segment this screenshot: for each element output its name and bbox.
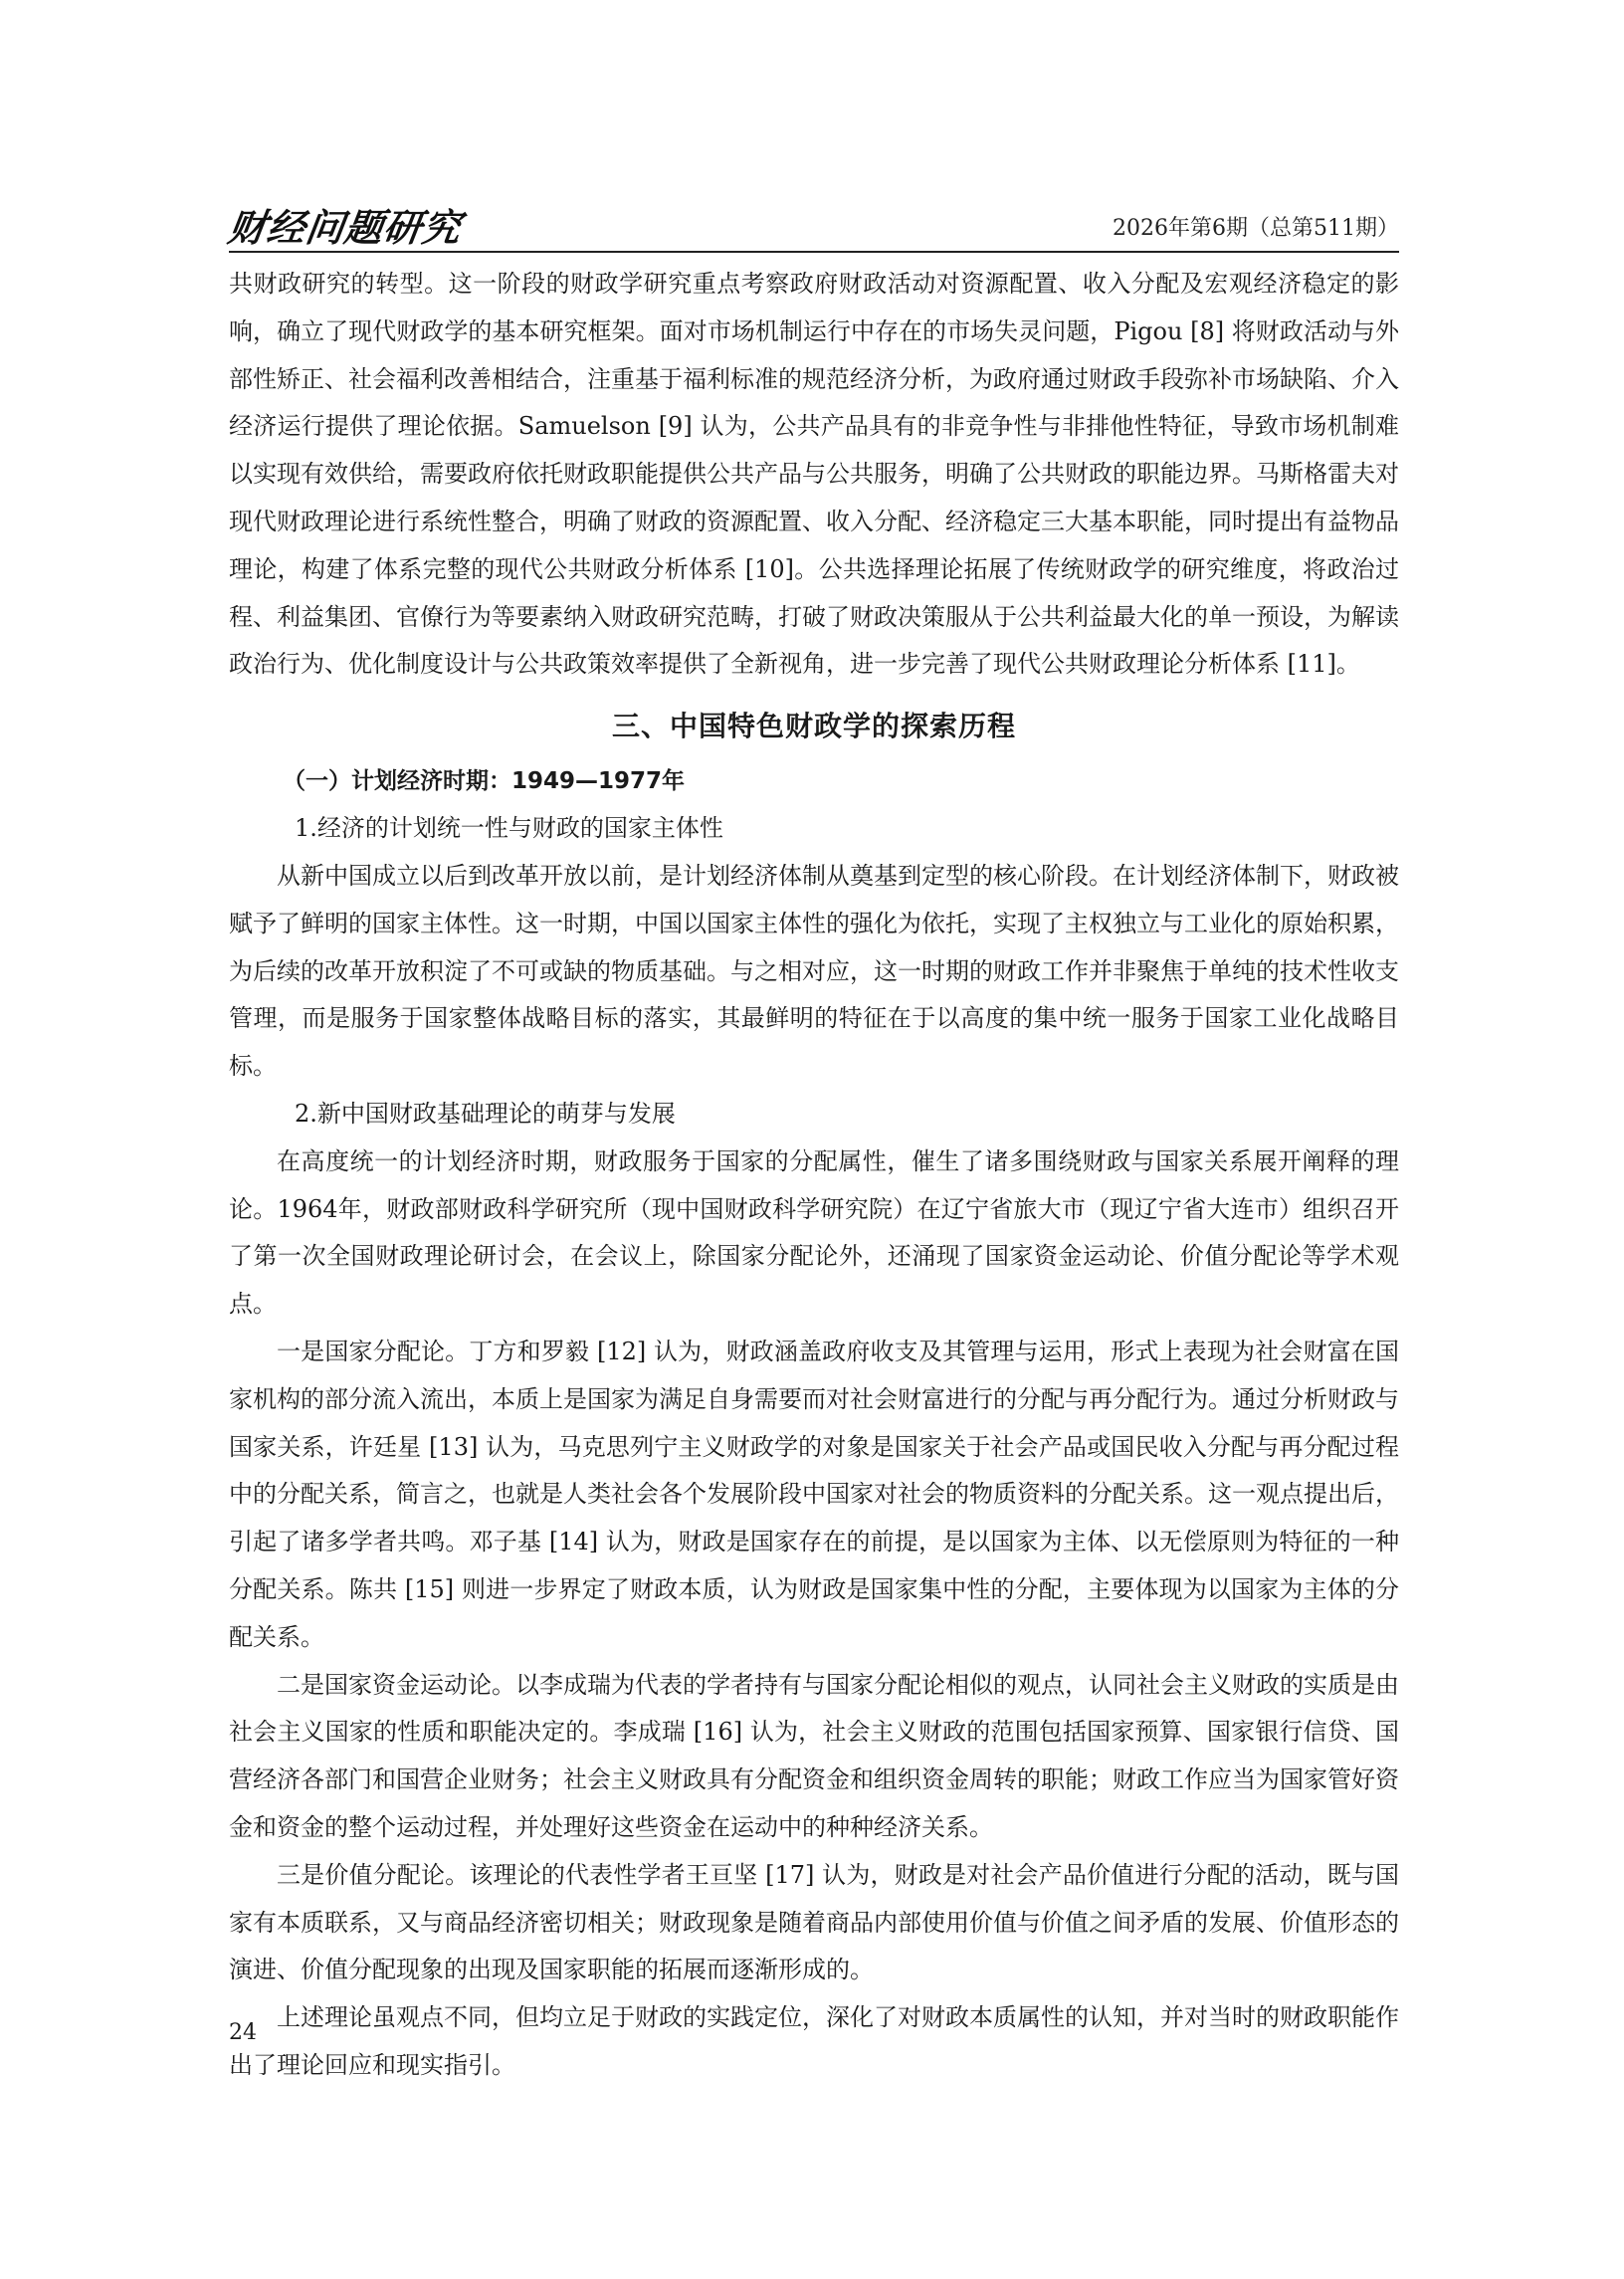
page-number: 24 [229,2020,257,2045]
header-rule [229,251,1399,253]
subsection-title: （一）计划经济时期：1949—1977年 [283,768,686,795]
paragraph: 上述理论虽观点不同，但均立足于财政的实践定位，深化了对财政本质属性的认知，并对当时的财政职能作出了理论回应和现实指引。 [229,2003,1399,2079]
journal-logo: 财经问题研究 [225,205,465,250]
paragraph: 一是国家分配论。丁方和罗毅 [12] 认为，财政涵盖政府收支及其管理与运用，形式上表现为社会财富在国家机构的部分流入流出，本质上是国家为满足自身需要而对社会财富进行的分配与再分配行为。通过分析财政与国家关系，许廷星 [13] 认为，马克思列宁主义财政学的对象是国家关于社会产品或国民收入分配与再分配过程中的分配关系，简言之，也就是人类社会各个发展阶段中国家对社会的物质资料的分配关系。这一观点提出后，引起了诸多学者共鸣。邓子基 [14] 认为，财政是国家存在的前提，是以国家为主体、以无偿原则为特征的一种分配关系。陈共 [15] 则进一步界定了财政本质，认为财政是国家集中性的分配，主要体现为以国家为主体的分配关系。 [229,1337,1399,1651]
paragraph: 从新中国成立以后到改革开放以前，是计划经济体制从奠基到定型的核心阶段。在计划经济体制下，财政被赋予了鲜明的国家主体性。这一时期，中国以国家主体性的强化为依托，实现了主权独立与工业化的原始积累，为后续的改革开放积淀了不可或缺的物质基础。与之相对应，这一时期的财政工作并非聚焦于单纯的技术性收支管理，而是服务于国家整体战略目标的落实，其最鲜明的特征在于以高度的集中统一服务于国家工业化战略目标。 [229,861,1399,1081]
paragraph: 三是价值分配论。该理论的代表性学者王亘坚 [17] 认为，财政是对社会产品价值进行分配的活动，既与国家有本质联系，又与商品经济密切相关；财政现象是随着商品内部使用价值与价值之间矛盾的发展、价值形态的演进、价值分配现象的出现及国家职能的拓展而逐渐形成的。 [229,1860,1399,1984]
paragraph: 二是国家资金运动论。以李成瑞为代表的学者持有与国家分配论相似的观点，认同社会主义财政的实质是由社会主义国家的性质和职能决定的。李成瑞 [16] 认为，社会主义财政的范围包括国家预算、国家银行信贷、国营经济各部门和国营企业财务；社会主义财政具有分配资金和组织资金周转的职能；财政工作应当为国家管好资金和资金的整个运动过程，并处理好这些资金在运动中的种种经济关系。 [229,1670,1399,1841]
issue-info: 2026年第6期（总第511期） [1113,216,1399,241]
point-title-1: 1.经济的计划统一性与财政的国家主体性 [295,814,723,843]
page-header [225,197,1399,250]
paragraph-continued: 共财政研究的转型。这一阶段的财政学研究重点考察政府财政活动对资源配置、收入分配及宏观经济稳定的影响，确立了现代财政学的基本研究框架。面对市场机制运行中存在的市场失灵问题，Pigou [8] 将财政活动与外部性矫正、社会福利改善相结合，注重基于福利标准的规范经济分析，为政府通过财政手段弥补市场缺陷、介入经济运行提供了理论依据。Samuelson [9] 认为，公共产品具有的非竞争性与非排他性特征，导致市场机制难以实现有效供给，需要政府依托财政职能提供公共产品与公共服务，明确了公共财政的职能边界。马斯格雷夫对现代财政理论进行系统性整合，明确了财政的资源配置、收入分配、经济稳定三大基本职能，同时提出有益物品理论，构建了体系完整的现代公共财政分析体系 [10]。公共选择理论拓展了传统财政学的研究维度，将政治过程、利益集团、官僚行为等要素纳入财政研究范畴，打破了财政决策服从于公共利益最大化的单一预设，为解读政治行为、优化制度设计与公共政策效率提供了全新视角，进一步完善了现代公共财政理论分析体系 [11]。 [229,270,1399,679]
article-body [229,261,1399,2090]
paragraph: 在高度统一的计划经济时期，财政服务于国家的分配属性，催生了诸多围绕财政与国家关系展开阐释的理论。1964年，财政部财政科学研究所（现中国财政科学研究院）在辽宁省旅大市（现辽宁省大连市）组织召开了第一次全国财政理论研讨会，在会议上，除国家分配论外，还涌现了国家资金运动论、价值分配论等学术观点。 [229,1146,1399,1319]
section-title: 三、中国特色财政学的探索历程 [611,710,1016,743]
point-title-2: 2.新中国财政基础理论的萌芽与发展 [295,1099,676,1128]
